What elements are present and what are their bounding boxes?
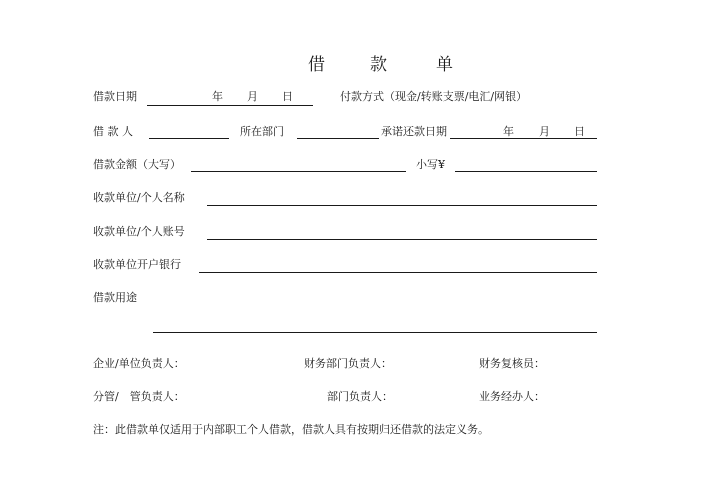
finance-reviewer-label: 财务复核员：: [479, 357, 545, 370]
borrow-date-line[interactable]: [147, 105, 313, 106]
repay-date-year: 年: [503, 125, 514, 138]
amount-upper-label: 借款金额（大写）: [93, 158, 181, 171]
department-label: 所在部门: [240, 125, 284, 138]
borrow-date-label: 借款日期: [93, 90, 137, 103]
borrow-date-year: 年: [212, 90, 223, 103]
amount-upper-line[interactable]: [191, 171, 406, 172]
borrow-date-day: 日: [282, 90, 293, 103]
department-line[interactable]: [297, 138, 379, 139]
repay-date-day: 日: [574, 125, 585, 138]
purpose-line[interactable]: [153, 332, 597, 333]
payee-name-label: 收款单位/个人名称: [93, 191, 185, 204]
payee-name-line[interactable]: [207, 205, 597, 206]
branch-head-label: 分管/ 管负责人：: [93, 390, 185, 403]
purpose-label: 借款用途: [93, 291, 137, 304]
business-handler-label: 业务经办人：: [479, 390, 545, 403]
payee-bank-label: 收款单位开户银行: [93, 258, 181, 271]
borrower-line[interactable]: [149, 138, 229, 139]
dept-head-label: 部门负责人：: [327, 390, 393, 403]
payee-account-label: 收款单位/个人账号: [93, 225, 185, 238]
footer-note: 注：此借款单仅适用于内部职工个人借款，借款人具有按期归还借款的法定义务。: [93, 423, 489, 436]
payee-bank-line[interactable]: [199, 272, 597, 273]
title-char-2: 款: [370, 55, 387, 75]
repay-date-month: 月: [539, 125, 550, 138]
title-char-1: 借: [308, 55, 325, 75]
company-head-label: 企业/单位负责人：: [93, 357, 185, 370]
amount-lower-line[interactable]: [455, 171, 597, 172]
repay-date-label: 承诺还款日期: [381, 125, 447, 138]
payment-method-label: 付款方式（现金/转账支票/电汇/网银）: [340, 90, 528, 103]
borrower-label: 借 款 人: [93, 125, 133, 138]
finance-head-label: 财务部门负责人：: [304, 357, 392, 370]
title-char-3: 单: [436, 55, 453, 75]
amount-lower-label: 小写¥: [416, 158, 445, 171]
payee-account-line[interactable]: [207, 239, 597, 240]
borrow-date-month: 月: [247, 90, 258, 103]
